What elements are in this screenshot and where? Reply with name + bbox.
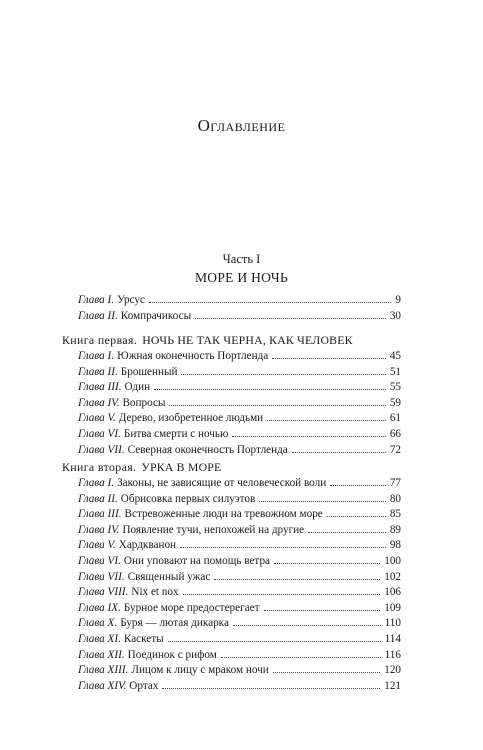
page-number: 109 (384, 601, 401, 614)
chapter-title: Южная оконечность Портленда (117, 350, 269, 362)
toc-entry[interactable] (78, 585, 401, 601)
dot-leader (308, 532, 386, 533)
page-number: 30 (389, 309, 401, 322)
toc-entry[interactable] (78, 349, 401, 365)
chapter-title: Nix et nox (131, 586, 179, 599)
toc-entry[interactable] (78, 492, 401, 508)
chapter-number: Глава XIII. (78, 664, 129, 677)
dot-leader (264, 610, 381, 611)
chapter-number: Глава II. (78, 492, 118, 505)
book-title: УРКА В МОРЕ (141, 460, 222, 474)
part-intro-chapter-list (78, 293, 401, 324)
chapter-number: Глава XII. (78, 648, 125, 661)
page-number: 45 (389, 350, 401, 362)
page-number: 9 (395, 294, 401, 306)
toc-entry[interactable] (78, 293, 401, 309)
chapter-number: Глава III. (78, 508, 122, 521)
toc-entry[interactable] (78, 632, 401, 648)
toc-entry[interactable] (78, 648, 401, 664)
chapter-number: Глава VI. (78, 554, 121, 567)
dot-leader (327, 516, 386, 517)
dot-leader (183, 594, 381, 595)
dot-leader (233, 625, 381, 626)
chapter-number: Глава X. (78, 617, 118, 630)
chapter-number: Глава II. (78, 365, 118, 378)
chapter-number: Глава XIV. (78, 679, 127, 692)
chapter-number: Глава II. (78, 309, 118, 322)
toc-entry[interactable] (78, 601, 401, 617)
page-number: 100 (384, 554, 401, 567)
dot-leader (221, 657, 381, 658)
page-number: 55 (389, 381, 401, 394)
chapter-number: Глава I. (78, 477, 115, 489)
dot-leader (149, 302, 391, 303)
page-number: 121 (384, 679, 401, 692)
book-two-chapter-list (78, 476, 401, 694)
page-number: 51 (389, 365, 401, 378)
book-two-header (62, 460, 221, 475)
dot-leader (330, 485, 386, 486)
toc-entry[interactable] (78, 380, 401, 396)
page-number: 106 (384, 586, 401, 599)
toc-entry[interactable] (78, 507, 401, 523)
toc-entry[interactable] (78, 476, 401, 492)
dot-leader (272, 358, 386, 359)
chapter-number: Глава IV. (78, 523, 120, 536)
chapter-title: Поединок с рифом (127, 648, 217, 661)
toc-entry[interactable] (78, 309, 401, 325)
page-number: 61 (389, 412, 401, 425)
dot-leader (292, 452, 386, 453)
chapter-title: Северная оконечность Портленда (127, 443, 288, 456)
book-title: НОЧЬ НЕ ТАК ЧЕРНА, КАК ЧЕЛОВЕК (142, 333, 353, 347)
chapter-title: Урсус (117, 294, 145, 306)
dot-leader (232, 436, 385, 437)
dot-leader (180, 547, 386, 548)
chapter-title: Один (124, 381, 151, 394)
chapter-title: Встревоженные люди на тревожном море (124, 508, 323, 521)
book-one-chapter-list (78, 349, 401, 458)
page-number: 98 (389, 539, 401, 552)
part-name: МОРЕ И НОЧЬ (195, 270, 288, 285)
toc-entry[interactable] (78, 411, 401, 427)
page-number: 80 (389, 492, 401, 505)
dot-leader (162, 688, 380, 689)
chapter-title: Ортах (129, 679, 159, 692)
chapter-title: Компрачикосы (120, 309, 192, 322)
page-number: 102 (384, 570, 401, 583)
page-number: 89 (389, 523, 401, 536)
toc-entry[interactable] (78, 663, 401, 679)
page-number: 66 (389, 427, 401, 440)
chapter-number: Глава I. (78, 294, 115, 306)
chapter-number: Глава III. (78, 381, 122, 394)
chapter-title: Они уповают на помощь ветра (123, 554, 270, 567)
page-number: 72 (389, 443, 401, 456)
chapter-number: Глава IX. (78, 601, 121, 614)
chapter-number: Глава V. (78, 539, 116, 552)
page-title: Оглавление (197, 116, 286, 135)
chapter-title: Буря — лютая дикарка (120, 617, 229, 630)
toc-entry[interactable] (78, 427, 401, 443)
toc-entry[interactable] (78, 365, 401, 381)
chapter-number: Глава VIII. (78, 586, 129, 599)
book-one-header (62, 333, 353, 348)
chapter-title: Брошенный (120, 365, 178, 378)
chapter-number: Глава VII. (78, 443, 125, 456)
dot-leader (214, 579, 380, 580)
dot-leader (267, 420, 386, 421)
dot-leader (273, 672, 380, 673)
chapter-title: Каскеты (123, 632, 164, 645)
toc-entry[interactable] (78, 554, 401, 570)
dot-leader (259, 501, 386, 502)
page-number: 59 (389, 396, 401, 409)
toc-entry[interactable] (78, 443, 401, 459)
chapter-title: Вопросы (122, 396, 166, 409)
chapter-title: Лицом к лицу с мраком ночи (131, 664, 269, 677)
page-number: 77 (389, 477, 401, 489)
chapter-title: Появление тучи, непохожей на другие (122, 523, 305, 536)
toc-entry[interactable] (78, 679, 401, 695)
chapter-title: Бурное море предостерегает (123, 601, 260, 614)
dot-leader (154, 389, 386, 390)
page-number: 120 (384, 664, 401, 677)
chapter-title: Битва смерти с ночью (123, 427, 229, 440)
book-label: Книга вторая. (62, 460, 137, 474)
chapter-number: Глава IV. (78, 396, 120, 409)
page-number: 110 (384, 617, 401, 630)
chapter-number: Глава VII. (78, 570, 125, 583)
chapter-title: Священный ужас (127, 570, 211, 583)
dot-leader (195, 318, 386, 319)
page-number: 85 (389, 508, 401, 521)
dot-leader (274, 563, 380, 564)
chapter-number: Глава I. (78, 350, 115, 362)
book-label: Книга первая. (62, 333, 138, 347)
dot-leader (168, 641, 381, 642)
part-label: Часть I (222, 252, 261, 266)
chapter-title: Законы, не зависящие от человеческой воли (117, 477, 327, 489)
chapter-title: Обрисовка первых силуэтов (120, 492, 256, 505)
dot-leader (181, 374, 385, 375)
page-number: 114 (384, 632, 401, 645)
toc-entry[interactable] (78, 570, 401, 586)
chapter-number: Глава VI. (78, 427, 121, 440)
chapter-number: Глава V. (78, 412, 116, 425)
chapter-number: Глава XI. (78, 632, 121, 645)
toc-entry[interactable] (78, 538, 401, 554)
toc-entry[interactable] (78, 523, 401, 539)
page-number: 116 (384, 648, 401, 661)
chapter-title: Дерево, изобретенное людьми (118, 412, 264, 425)
chapter-title: Хардкванон (118, 539, 177, 552)
toc-entry[interactable] (78, 396, 401, 412)
toc-entry[interactable] (78, 616, 401, 632)
dot-leader (169, 405, 385, 406)
